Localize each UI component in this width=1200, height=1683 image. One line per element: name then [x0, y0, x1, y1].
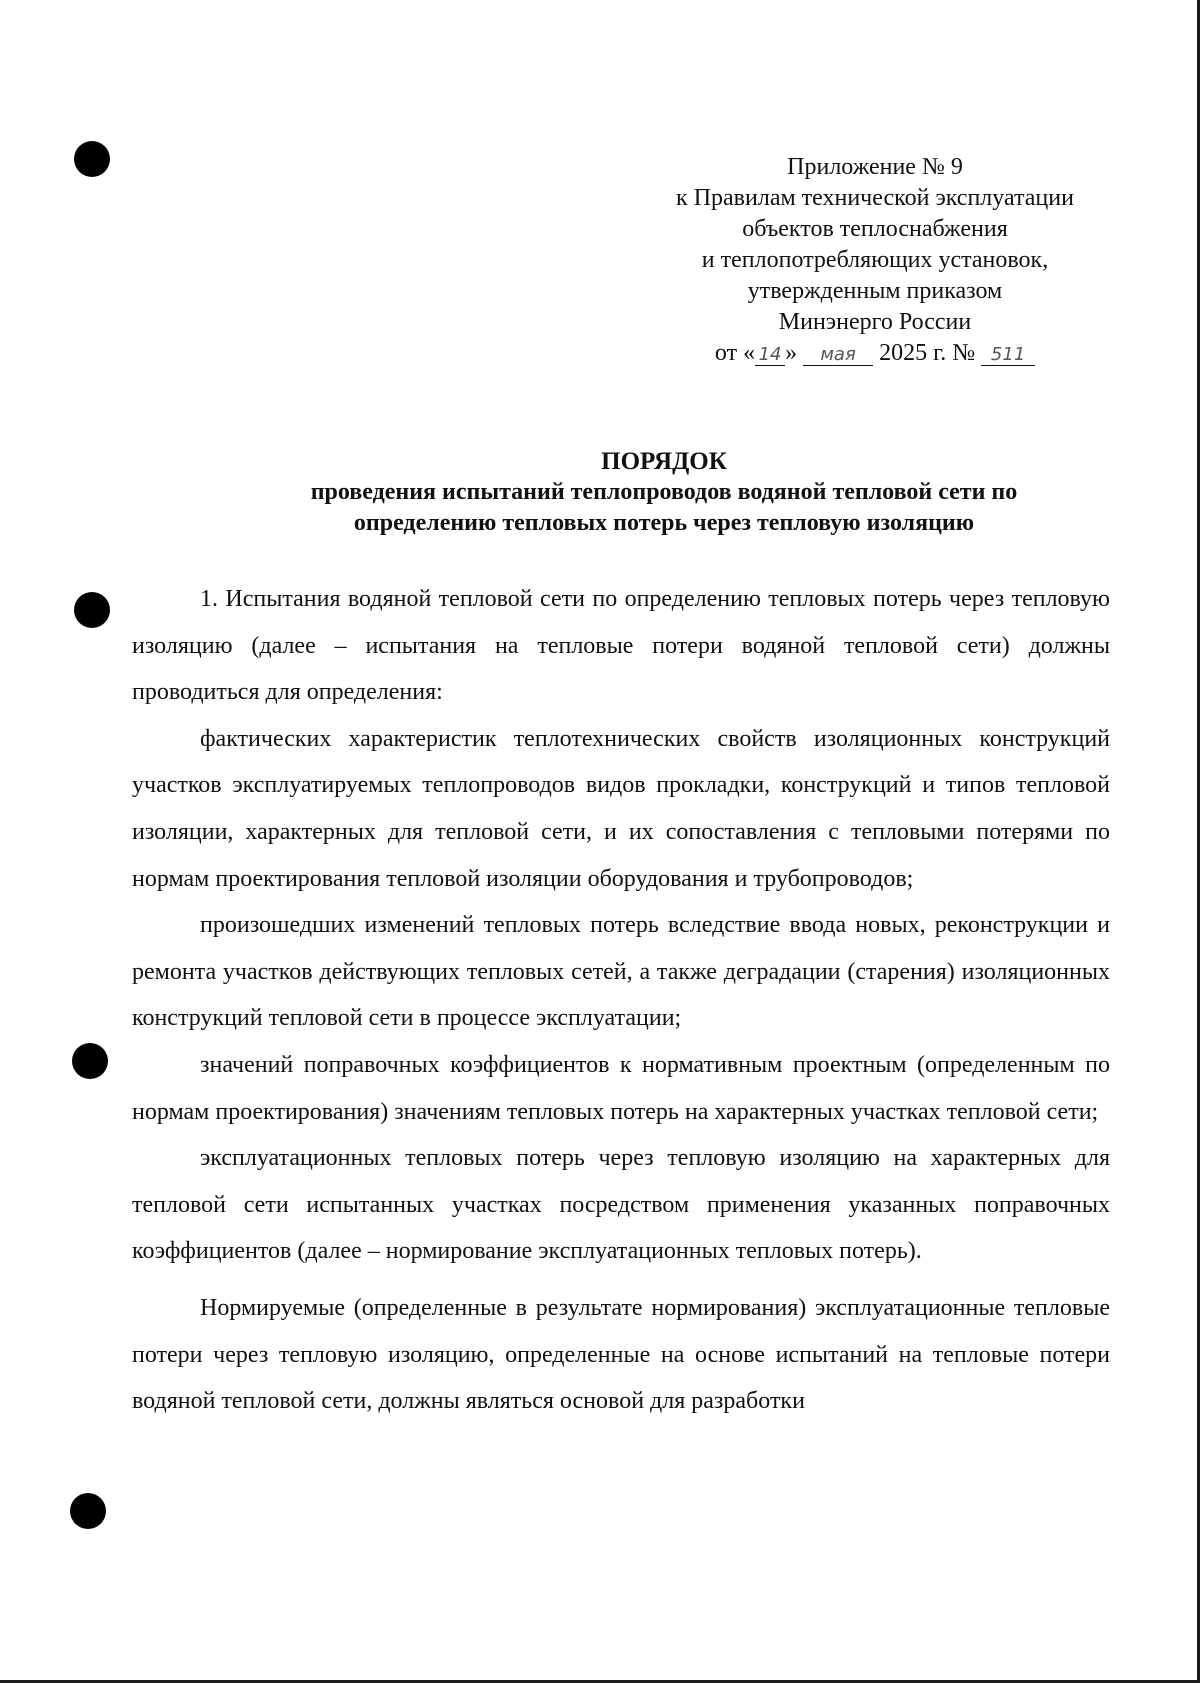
title-main: ПОРЯДОК: [601, 448, 727, 475]
document-body: [132, 576, 1110, 1425]
document-title: [134, 446, 1194, 539]
appendix-line: Приложение № 9: [787, 154, 963, 180]
appendix-header: [610, 152, 1140, 369]
appendix-line: объектов теплоснабжения: [742, 216, 1008, 242]
paragraph: Нормируемые (определенные в результате нормирования) эксплуатационные тепловые потери через тепловую изоляцию, определенные на основе испытаний на тепловые потери водяной тепловой сети, должны являться основой для разработки: [132, 1294, 1110, 1415]
punch-hole-mark: [74, 592, 110, 628]
paragraph: значений поправочных коэффициентов к нормативным проектным (определенным по нормам проектирования) значениям тепловых потерь на характерных участках тепловой сети;: [132, 1051, 1110, 1125]
punch-hole-mark: [74, 141, 110, 177]
punch-hole-mark: [72, 1043, 108, 1079]
appendix-line: утвержденным приказом: [747, 278, 1003, 304]
punch-hole-mark: [70, 1493, 106, 1529]
handwritten-month: мая: [803, 345, 873, 366]
title-subtitle-line: определению тепловых потерь через тепловую изоляцию: [353, 510, 975, 536]
appendix-line: Минэнерго России: [778, 309, 972, 335]
title-subtitle-line: проведения испытаний теплопроводов водяной тепловой сети по: [310, 479, 1018, 505]
paragraph: фактических характеристик теплотехнических свойств изоляционных конструкций участков эксплуатируемых теплопроводов видов прокладки, конструкций и типов тепловой изоляции, характерных для тепловой сети, и их сопоставления с тепловыми потерями по нормам проектирования тепловой изоляции оборудования и трубопроводов;: [132, 725, 1110, 892]
paragraph: 1. Испытания водяной тепловой сети по определению тепловых потерь через тепловую изоляцию (далее – испытания на тепловые потери водяной тепловой сети) должны проводиться для определения:: [132, 586, 1110, 706]
appendix-line: и теплопотребляющих установок,: [701, 247, 1049, 273]
handwritten-order-number: 511: [981, 345, 1035, 366]
paragraph: эксплуатационных тепловых потерь через тепловую изоляцию на характерных для тепловой сети испытанных участках посредством применения указанных поправочных коэффициентов (далее – нормирование эксплуатационных тепловых потерь).: [132, 1145, 1110, 1265]
order-year: 2025 г. №: [879, 340, 976, 366]
order-prefix: от «: [714, 340, 756, 366]
paragraph: произошедших изменений тепловых потерь вследствие ввода новых, реконструкции и ремонта участков действующих тепловых сетей, а также деградации (старения) изоляционных конструкций тепловой сети в процессе эксплуатации;: [132, 912, 1110, 1032]
order-reference: [610, 338, 1140, 369]
order-close-quote: »: [785, 340, 798, 366]
handwritten-day: 14: [755, 345, 785, 366]
appendix-line: к Правилам технической эксплуатации: [676, 185, 1074, 211]
